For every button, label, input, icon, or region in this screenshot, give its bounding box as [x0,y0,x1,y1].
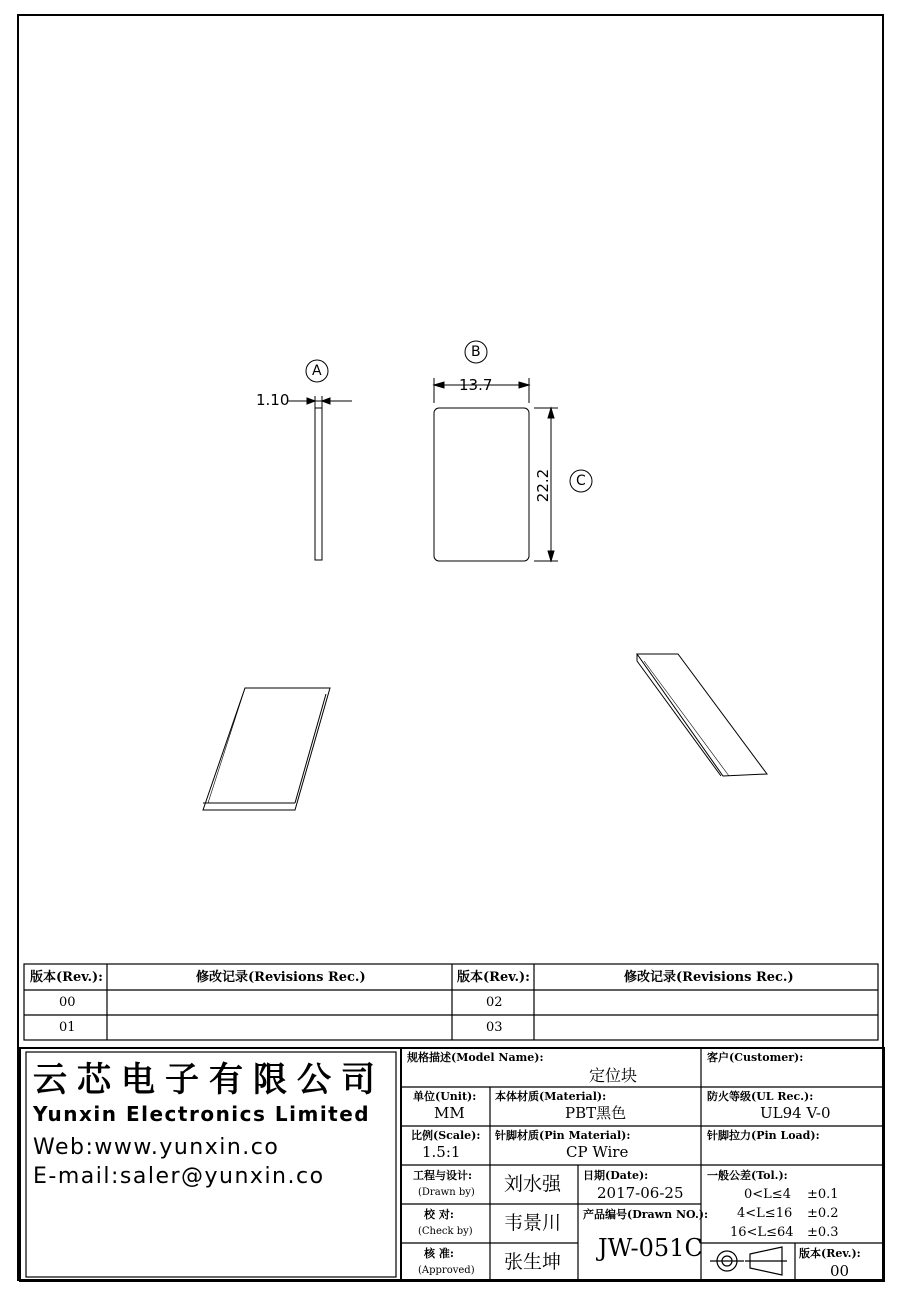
pin-material-value: CP Wire [566,1143,629,1161]
drawn-label-en: (Drawn by) [418,1187,475,1198]
model-value: 定位块 [589,1066,638,1085]
rev-row-01: 01 [59,1020,76,1035]
customer-label: 客户(Customer): [707,1051,804,1064]
tol-1-value: ±0.1 [807,1187,839,1202]
rev-label: 版本(Rev.): [799,1247,861,1260]
iso-view-strip-face [644,661,729,776]
iso-view-plate-hidden [208,688,245,803]
rev-rec-header-right: 修改记录(Revisions Rec.) [624,970,794,985]
rev-value: 00 [830,1262,850,1280]
drawn-value: 刘水强 [504,1173,562,1195]
drawn-no-value: JW-051C [598,1234,703,1262]
callout-a-label: A [312,363,322,379]
company-name-cn: 云芯电子有限公司 [33,1060,385,1100]
scale-value: 1.5:1 [422,1143,461,1161]
company-name-en: Yunxin Electronics Limited [33,1102,371,1126]
iso-view-strip-edge [637,661,721,776]
ul-label: 防火等级(UL Rec.): [707,1090,814,1103]
arrow-c-bottom [548,551,554,561]
arrow-a-right [322,398,330,404]
unit-value: MM [434,1104,465,1122]
callout-c-label: C [576,473,586,489]
tol-3-range: 16<L≤64 [730,1225,794,1240]
part-side-view [315,408,322,560]
rev-row-02: 02 [486,995,503,1010]
check-label: 校 对: [424,1208,454,1221]
dim-height-text: 22.2 [534,468,553,503]
dim-width-text: 13.7 [459,376,493,394]
dim-thickness-text: 1.10 [256,391,290,409]
scale-label: 比例(Scale): [411,1129,481,1142]
drawn-no-label: 产品编号(Drawn NO.): [583,1208,709,1221]
material-label: 本体材质(Material): [495,1090,607,1103]
material-value: PBT黑色 [565,1104,627,1122]
callout-b-label: B [471,344,481,360]
drawn-label: 工程与设计: [413,1169,473,1182]
ul-value: UL94 V-0 [760,1104,831,1122]
iso-view-plate-side [295,694,326,803]
pin-load-label: 针脚拉力(Pin Load): [707,1129,820,1142]
arrow-b-right [519,382,529,388]
rev-header-right: 版本(Rev.): [457,970,530,985]
rev-row-00: 00 [59,995,76,1010]
date-label: 日期(Date): [583,1169,649,1182]
tol-3-value: ±0.3 [807,1225,839,1240]
approved-value: 张生坤 [504,1251,562,1273]
iso-view-plate-outline [203,688,330,810]
company-email: E-mail:saler@yunxin.co [33,1164,325,1189]
arrow-a-left [307,398,315,404]
approved-label-en: (Approved) [418,1265,475,1276]
unit-label: 单位(Unit): [413,1090,477,1103]
rev-header-left: 版本(Rev.): [30,970,103,985]
iso-view-strip-outline [637,654,767,776]
arrow-b-left [434,382,444,388]
model-label: 规格描述(Model Name): [407,1051,544,1064]
rev-row-03: 03 [486,1020,503,1035]
pin-material-label: 针脚材质(Pin Material): [495,1129,631,1142]
check-value: 韦景川 [504,1212,562,1234]
projection-symbol-icon [710,1247,787,1275]
part-front-view [434,408,529,561]
approved-label: 核 准: [424,1247,454,1260]
arrow-c-top [548,408,554,418]
company-web: Web:www.yunxin.co [33,1135,280,1160]
check-label-en: (Check by) [418,1226,473,1237]
rev-rec-header-left: 修改记录(Revisions Rec.) [196,970,366,985]
tol-1-range: 0<L≤4 [744,1187,791,1202]
tol-2-range: 4<L≤16 [737,1206,793,1221]
date-value: 2017-06-25 [597,1184,684,1202]
tolerance-label: 一般公差(Tol.): [707,1169,788,1182]
tol-2-value: ±0.2 [807,1206,839,1221]
